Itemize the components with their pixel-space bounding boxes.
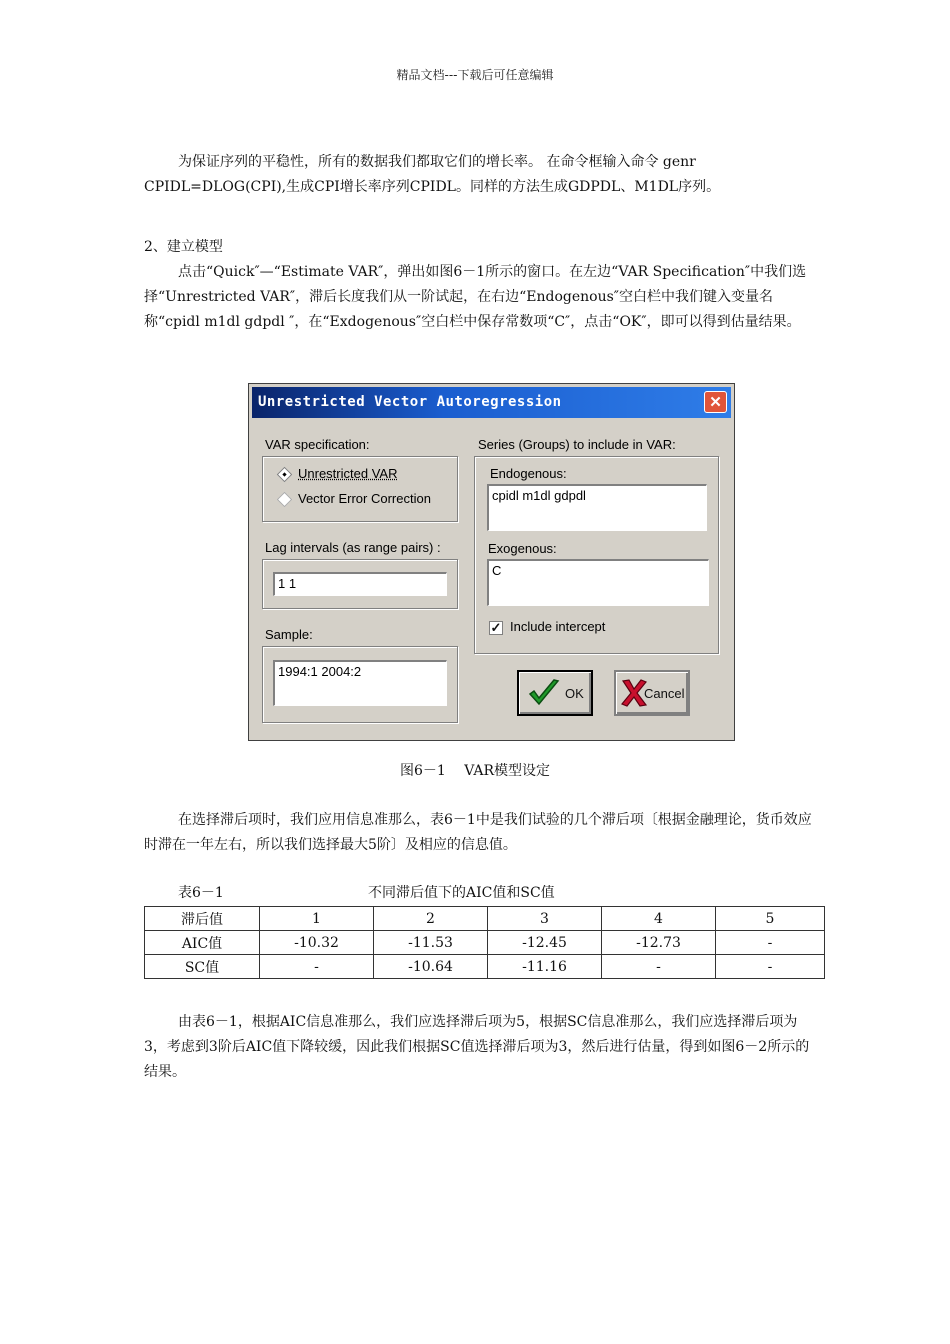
lag-label: Lag intervals (as range pairs) : xyxy=(265,540,441,555)
table-cell: - xyxy=(716,931,825,955)
table-title: 不同滞后值下的AIC值和SC值 xyxy=(368,885,555,901)
radio-vec-label[interactable]: Vector Error Correction xyxy=(298,491,431,506)
dialog-title: Unrestricted Vector Autoregression xyxy=(258,394,562,410)
table-cell: -10.32 xyxy=(260,931,374,955)
table-cell: -12.73 xyxy=(602,931,716,955)
table-cell: AIC值 xyxy=(145,931,260,955)
cancel-button[interactable] xyxy=(614,670,690,716)
table-cell: SC值 xyxy=(145,955,260,979)
table-cell: 5 xyxy=(716,907,825,931)
paragraph-conclusion: 由表6－1，根据AIC信息准那么，我们应选择滞后项为5，根据SC信息准那么，我们应选择滞后项为3，考虑到3阶后AIC值下降较缓，因此我们根据SC值选择滞后项为3，然后进行估量，得到如图6－2所示的结果。 xyxy=(144,1014,810,1080)
exogenous-label: Exogenous: xyxy=(488,541,557,556)
table-label: 表6－1 xyxy=(178,885,224,901)
cancel-label: Cancel xyxy=(644,686,685,701)
table-cell: 3 xyxy=(488,907,602,931)
include-intercept-checkbox[interactable]: ✓ xyxy=(490,620,502,635)
sample-label: Sample: xyxy=(265,627,313,642)
var-dialog xyxy=(248,383,735,741)
dialog-titlebar xyxy=(252,387,731,418)
var-spec-label: VAR specification: xyxy=(265,437,370,452)
table-cell: - xyxy=(260,955,374,979)
table-cell: 滞后值 xyxy=(145,907,260,931)
include-intercept-label[interactable]: Include intercept xyxy=(510,619,606,634)
aic-sc-table xyxy=(144,906,825,979)
table-cell: - xyxy=(602,955,716,979)
table-row xyxy=(145,931,825,955)
lag-input[interactable]: 1 1 xyxy=(273,572,447,596)
table-cell: -11.53 xyxy=(374,931,488,955)
exogenous-input[interactable]: C xyxy=(487,559,709,606)
endogenous-input[interactable]: cpidl m1dl gdpdl xyxy=(487,484,707,531)
page-header: 精品文档---下载后可任意编辑 xyxy=(396,68,554,82)
endogenous-label: Endogenous: xyxy=(490,466,567,481)
figure-caption: 图6－1 VAR模型设定 xyxy=(399,763,551,779)
close-icon[interactable]: ✕ xyxy=(704,391,727,413)
table-cell: -11.16 xyxy=(488,955,602,979)
table-cell: 1 xyxy=(260,907,374,931)
paragraph-model: 点击“Quick″—“Estimate VAR″，弹出如图6－1所示的窗口。在左边“VAR Specification″中我们选择“Unrestricted VAR″，滞后长度我们从一阶试起，在右边“Endogenous″空白栏中我们键入变量名称“cpidl m1dl gdpdl ″，在“Exdogenous″空白栏中保存常数项“C″，点击“OK″，即可以得到估量结果。 xyxy=(144,264,807,330)
paragraph-intro: 为保证序列的平稳性，所有的数据我们都取它们的增长率。 在命令框输入命令 genr CPIDL=DLOG(CPI),生成CPI增长率序列CPIDL。同样的方法生成GDPDL、M1DL序列。 xyxy=(144,154,721,195)
table-cell: - xyxy=(716,955,825,979)
table-cell: -10.64 xyxy=(374,955,488,979)
ok-button[interactable] xyxy=(517,670,593,716)
paragraph-lag-selection: 在选择滞后项时，我们应用信息准那么，表6－1中是我们试验的几个滞后项〔根据金融理论，货币效应时滞在一年左右，所以我们选择最大5阶〕及相应的信息值。 xyxy=(144,812,812,853)
radio-unrestricted-label[interactable]: Unrestricted VAR xyxy=(298,466,398,481)
ok-label: OK xyxy=(565,686,584,701)
table-header-row xyxy=(145,907,825,931)
section-heading: 2、建立模型 xyxy=(144,239,223,255)
table-row xyxy=(145,955,825,979)
table-cell: -12.45 xyxy=(488,931,602,955)
sample-input[interactable]: 1994:1 2004:2 xyxy=(273,660,447,706)
checkmark-icon xyxy=(527,678,561,708)
table-cell: 2 xyxy=(374,907,488,931)
table-cell: 4 xyxy=(602,907,716,931)
series-label: Series (Groups) to include in VAR: xyxy=(478,437,676,452)
